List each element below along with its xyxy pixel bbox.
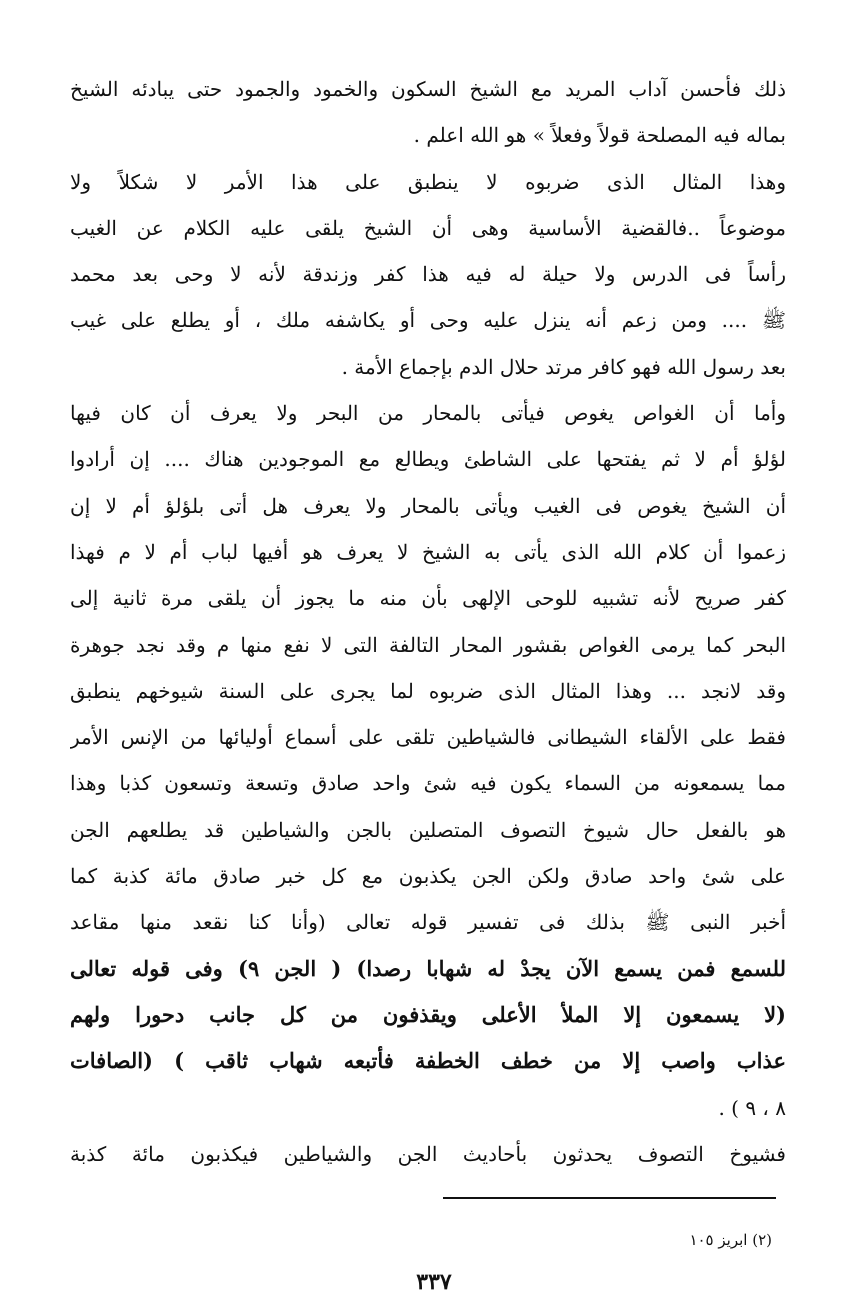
text-line: رأساً فى الدرس ولا حيلة له فيه هذا كفر وزندقة لأنه لا وحى بعد محمد [70,262,786,287]
text-line: وأما أن الغواص يغوص فيأتى بالمحار من البحر ولا يعرف أن كان فيها [70,401,786,426]
text-line: كفر صريح لأنه تشبيه للوحى الإلهى بأن منه ما يجوز أن يلقى مرة ثانية إلى [70,586,786,611]
text-line: أن الشيخ يغوص فى الغيب ويأتى بالمحار ولا يعرف هل أتى بلؤلؤ أم لا إن [70,493,786,518]
text-line: زعموا أن كلام الله الذى يأتى به الشيخ لا يعرف هو أفيها لباب أم لا م فهذا [70,539,786,564]
text-line: وقد لانجد ... وهذا المثال الذى ضربوه لما يجرى على السنة شيوخهم ينطبق [70,678,786,703]
text-line: فقط على الألقاء الشيطانى فالشياطين تلقى على أسماع أوليائها من الإنس الأمر [70,725,786,750]
text-line: (لا يسمعون إلا الملأ الأعلى ويقذفون من كل جانب دحورا ولهم [70,1001,786,1027]
text-line: بماله فيه المصلحة قولاً وفعلاً » هو الله اعلم . [413,123,786,148]
text-line: على شئ واحد صادق ولكن الجن يكذبون مع كل خبر صادق مائة كذبة كما [70,864,786,889]
text-line: ﷺ .... ومن زعم أنه ينزل عليه وحى أو يكاشفه ملك ، أو يطلع على غيب [70,308,786,333]
text-line: البحر كما يرمى الغواص بقشور المحار التالفة التى لا نفع منها م وقد نجد جوهرة [70,632,786,657]
text-line: مما يسمعونه من السماء يكون فيه شئ واحد صادق وتسعة وتسعون كذبا وهذا [70,771,786,796]
text-line: أخبر النبى ﷺ بذلك فى تفسير قوله تعالى (وأنا كنا نقعد منها مقاعد [70,910,786,935]
text-line: ٨ ، ٩ ) . [718,1095,786,1120]
text-line: عذاب واصب إلا من خطف الخطفة فأتبعه شهاب ثاقب ) (الصافات [70,1048,786,1074]
page-number: ٣٣٧ [416,1269,452,1295]
text-line: للسمع فمن يسمع الآن يجدْ له شهابا رصدا) ( الجن ٩) وفى قوله تعالى [70,955,786,981]
text-line: بعد رسول الله فهو كافر مرتد حلال الدم بإجماع الأمة . [341,354,786,379]
text-line: هو بالفعل حال شيوخ التصوف المتصلين بالجن والشياطين قد يطلعهم الجن [70,817,786,842]
text-line: وهذا المثال الذى ضربوه لا ينطبق على هذا الأمر لا شكلاً ولا [70,169,786,194]
text-line: ذلك فأحسن آداب المريد مع الشيخ السكون والخمود والجمود حتى يبادئه الشيخ [70,77,786,101]
text-line: موضوعاً ..فالقضية الأساسية وهى أن الشيخ يلقى عليه الكلام عن الغيب [70,215,786,240]
text-line: لؤلؤ أم لا ثم يفتحها على الشاطئ ويطالع مع الموجودين هناك .... إن أرادوا [70,447,786,472]
body-text [70,66,786,1177]
footnote: (٢) ابريز ١٠٥ [689,1231,772,1249]
footnote-divider [443,1197,776,1199]
text-line: فشيوخ التصوف يحدثون بأحاديث الجن والشياطين فيكذبون مائة كذبة [70,1141,786,1166]
